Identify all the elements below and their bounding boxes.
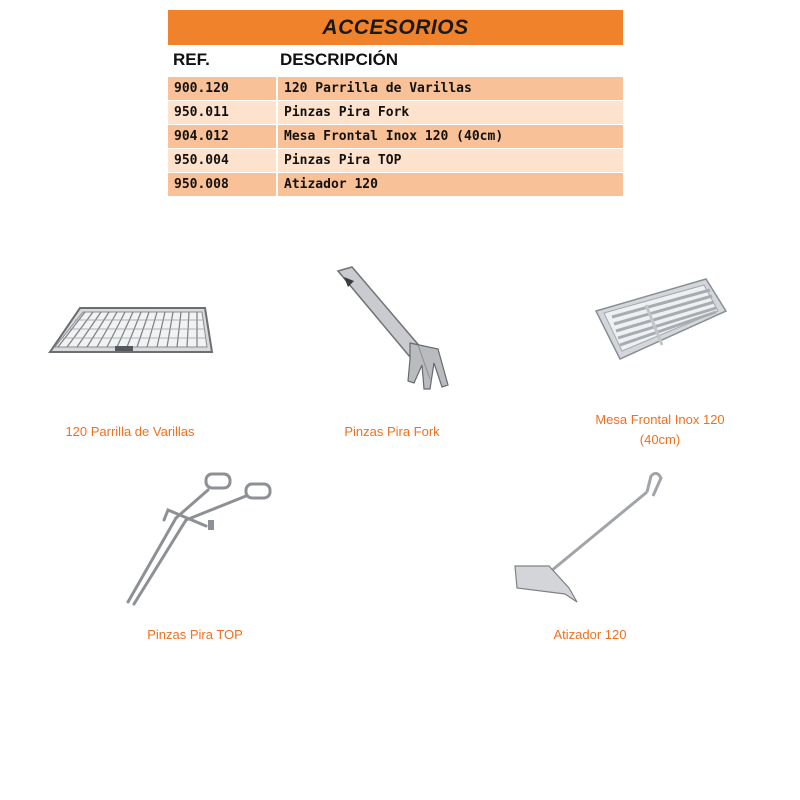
product-caption-line: Mesa Frontal Inox 120 xyxy=(595,412,725,427)
ref-cell: 900.120 xyxy=(168,77,277,101)
table-row xyxy=(168,77,623,101)
accessories-table xyxy=(168,77,623,197)
poker-icon xyxy=(505,470,675,610)
column-header-ref: REF. xyxy=(173,50,210,69)
fork-tongs-icon xyxy=(330,265,460,395)
table-title: ACCESORIOS xyxy=(322,15,469,39)
description-cell: Pinzas Pira TOP xyxy=(277,149,623,173)
ref-cell: 904.012 xyxy=(168,125,277,149)
description-cell: 120 Parrilla de Varillas xyxy=(277,77,623,101)
table-row xyxy=(168,101,623,125)
product-caption xyxy=(560,410,760,450)
grill-rack-icon xyxy=(45,300,215,360)
description-cell: Atizador 120 xyxy=(277,173,623,197)
column-header-description: DESCRIPCIÓN xyxy=(280,50,399,69)
ref-cell: 950.004 xyxy=(168,149,277,173)
product-caption: 120 Parrilla de Varillas xyxy=(65,424,195,439)
product-caption: Atizador 120 xyxy=(553,627,627,642)
tongs-icon xyxy=(110,462,280,612)
product-caption: Pinzas Pira TOP xyxy=(147,627,243,642)
description-cell: Pinzas Pira Fork xyxy=(277,101,623,125)
ref-cell: 950.011 xyxy=(168,101,277,125)
front-table-icon xyxy=(590,275,730,365)
table-row xyxy=(168,173,623,197)
table-row xyxy=(168,149,623,173)
table-title-bar xyxy=(168,10,623,45)
table-row xyxy=(168,125,623,149)
product-caption-line: (40cm) xyxy=(639,432,681,447)
product-caption: Pinzas Pira Fork xyxy=(344,424,440,439)
ref-cell: 950.008 xyxy=(168,173,277,197)
description-cell: Mesa Frontal Inox 120 (40cm) xyxy=(277,125,623,149)
